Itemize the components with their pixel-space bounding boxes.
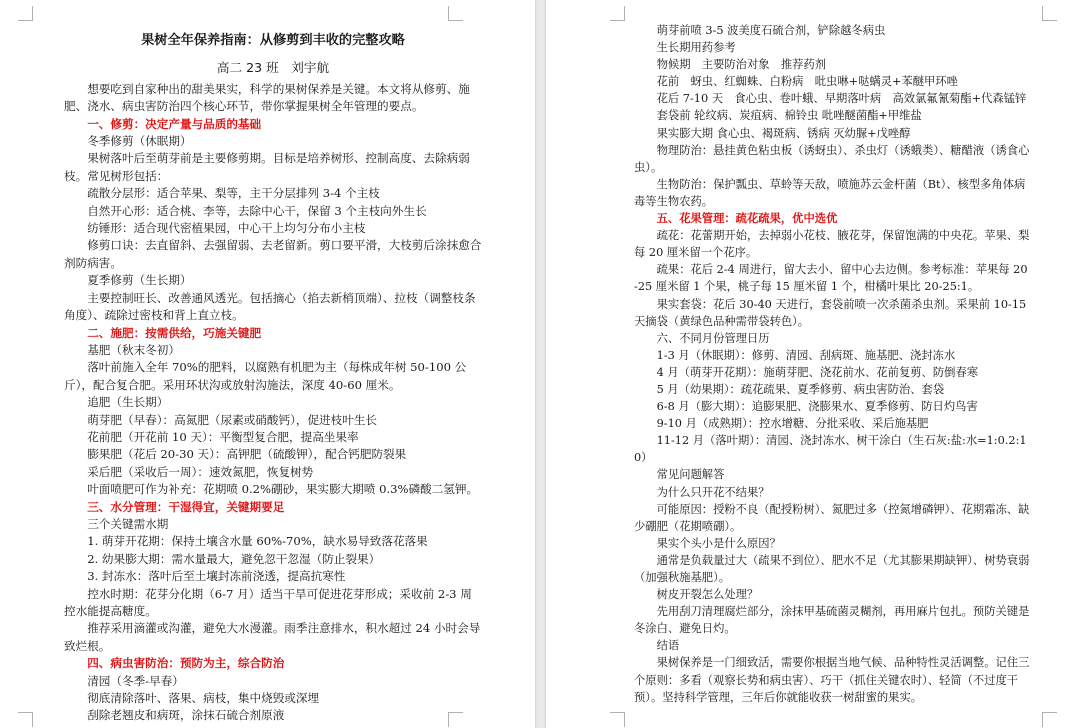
crop-mark — [1042, 6, 1057, 21]
list-item: 3. 封冻水：落叶后至土壤封冻前浇透，提高抗寒性 — [87, 569, 346, 584]
paragraph: 果树落叶后至萌芽前是主要修剪期。目标是培养树形、控制高度、去除病弱枝。常见树形包括： — [64, 151, 470, 183]
subheading: 六、不同月份管理日历 — [656, 331, 770, 345]
subheading: 结语 — [656, 639, 680, 653]
paragraph: 果实套袋：花后 30-40 天进行，套袋前喷一次杀菌杀虫剂。采果前 10-15 天摘袋（黄绿色品种需带袋转色）。 — [634, 297, 1027, 328]
list-item: 4 月（萌芽开花期）：施萌芽肥、浇花前水、花前复剪、防倒春寒 — [656, 365, 979, 379]
crop-mark — [448, 6, 463, 21]
list-item: 彻底清除落叶、落果、病枝，集中烧毁或深埋 — [87, 691, 320, 706]
crop-mark — [610, 712, 625, 727]
question: 果实个头小是什么原因？ — [656, 536, 781, 550]
page-left-text[interactable] — [64, 34, 482, 725]
section-heading: 四、病虫害防治：预防为主，综合防治 — [87, 656, 285, 671]
crop-mark — [18, 712, 33, 727]
subheading: 生长期用药参考 — [656, 41, 736, 55]
paragraph: 落叶前施入全年 70%的肥料，以腐熟有机肥为主（每株成年树 50-100 公斤），配合复合肥。采用环状沟或放射沟施法，深度 40-60 厘米。 — [64, 360, 467, 392]
paragraph: 疏花：花蕾期开始，去掉弱小花枝、腋花芽，保留饱满的中央花。苹果、梨每 20 厘米留一个花序。 — [634, 229, 1030, 260]
paragraph: 想要吃到自家种出的甜美果实，科学的果树保养是关键。本文将从修剪、施肥、浇水、病虫害防治四个核心环节，带你掌握果树全年管理的要点。 — [64, 81, 470, 114]
list-item: 萌芽肥（早春）：高氮肥（尿素或硝酸钙），促进枝叶生长 — [87, 412, 378, 427]
list-item: 9-10 月（成熟期）：控水增糖、分批采收、采后施基肥 — [656, 417, 929, 431]
crop-mark — [610, 6, 625, 21]
subheading: 清园（冬季-早春） — [87, 673, 184, 688]
list-item: 5 月（幼果期）：疏花疏果、夏季修剪、病虫害防治、套袋 — [656, 382, 945, 396]
subheading: 追肥（生长期） — [87, 395, 169, 410]
list-item: 1-3 月（休眠期）：修剪、清园、刮病斑、施基肥、浇封冻水 — [656, 348, 956, 362]
question: 树皮开裂怎么处理？ — [656, 588, 759, 602]
subheading: 三个关键需水期 — [87, 516, 169, 531]
table-row: 果实膨大期 食心虫、褐斑病、锈病 灭幼脲+戊唑醇 — [656, 126, 911, 140]
subheading: 基肥（秋末冬初） — [87, 342, 180, 357]
table-row: 花前 蚜虫、红蜘蛛、白粉病 吡虫啉+哒螨灵+苯醚甲环唑 — [656, 75, 958, 89]
list-item: 花前肥（开花前 10 天）：平衡型复合肥，提高坐果率 — [87, 429, 359, 444]
subheading: 冬季修剪（休眠期） — [87, 134, 192, 149]
paragraph: 控水时期：花芽分化期（6-7 月）适当干旱可促进花芽形成；采收前 2-3 周控水能提高糖度。 — [64, 586, 472, 618]
paragraph: 疏果：花后 2-4 周进行，留大去小、留中心去边侧。参考标准：苹果每 20-25 厘米留 1 个果，桃子每 15 厘米留 1 个，柑橘叶果比 20-25:1。 — [634, 263, 1028, 294]
list-item: 疏散分层形：适合苹果、梨等，主干分层排列 3-4 个主枝 — [87, 186, 380, 201]
paragraph: 修剪口诀：去直留斜、去强留弱、去老留新。剪口要平滑，大枝剪后涂抹愈合剂防病害。 — [64, 238, 482, 270]
table-row: 套袋前 轮纹病、炭疽病、棉铃虫 吡唑醚菌酯+甲维盐 — [656, 109, 922, 123]
paragraph: 生物防治：保护瓢虫、草蛉等天敌，喷施苏云金杆菌（Bt）、核型多角体病毒等生物农药。 — [634, 177, 1026, 208]
section-heading: 三、水分管理：干湿得宜，关键期要足 — [87, 499, 285, 514]
list-item: 膨果肥（花后 20-30 天）：高钾肥（硫酸钾），配合钙肥防裂果 — [87, 447, 407, 462]
paragraph: 物理防治：悬挂黄色粘虫板（诱蚜虫）、杀虫灯（诱蛾类）、糖醋液（诱食心虫）。 — [634, 143, 1030, 174]
section-heading: 一、修剪：决定产量与品质的基础 — [87, 116, 262, 131]
section-heading: 二、施肥：按需供给，巧施关键肥 — [87, 325, 262, 340]
crop-mark — [18, 6, 33, 21]
subheading: 夏季修剪（生长期） — [87, 273, 192, 288]
paragraph: 叶面喷肥可作为补充：花期喷 0.2%硼砂，果实膨大期喷 0.3%磷酸二氢钾。 — [87, 482, 479, 497]
list-item: 采后肥（采收后一周）：速效氮肥，恢复树势 — [87, 464, 314, 479]
answer: 通常是负载量过大（疏果不到位）、肥水不足（尤其膨果期缺钾）、树势衰弱（加强秋施基肥）。 — [634, 553, 1030, 584]
subheading: 常见问题解答 — [656, 468, 725, 482]
document-author: 高二 23 班 刘宇航 — [216, 60, 330, 76]
table-header-row: 物候期 主要防治对象 推荐药剂 — [656, 58, 827, 72]
answer: 可能原因：授粉不良（配授粉树）、氮肥过多（控氮增磷钾）、花期霜冻、缺少硼肥（花期喷硼）。 — [634, 502, 1030, 533]
document-title: 果树全年保养指南：从修剪到丰收的完整攻略 — [141, 33, 405, 48]
list-item: 1. 萌芽开花期：保持土壤含水量 60%-70%，缺水易导致落花落果 — [87, 534, 428, 549]
paragraph: 主要控制旺长、改善通风透光。包括摘心（掐去新梢顶端）、拉枝（调整枝条角度）、疏除过密枝和背上直立枝。 — [64, 290, 476, 323]
list-item: 2. 幼果膨大期：需水量最大，避免忽干忽湿（防止裂果） — [87, 551, 381, 566]
section-heading: 五、花果管理：疏花疏果，优中选优 — [656, 211, 838, 226]
list-item: 11-12 月（落叶期）：清园、浇封冻水、树干涂白（生石灰:盐:水=1:0.2:10） — [634, 434, 1027, 465]
table-row: 花后 7-10 天 食心虫、卷叶蛾、早期落叶病 高效氯氟氰菊酯+代森锰锌 — [656, 92, 1027, 106]
page-left — [0, 0, 535, 728]
list-item: 刮除老翘皮和病斑，涂抹石硫合剂原液 — [87, 708, 285, 723]
answer: 先用刮刀清理腐烂部分，涂抹甲基硫菌灵糊剂，再用麻片包扎。预防关键是冬涂白、避免日灼。 — [634, 605, 1030, 636]
crop-mark — [1042, 712, 1057, 727]
paragraph: 推荐采用滴灌或沟灌，避免大水漫灌。雨季注意排水，积水超过 24 小时会导致烂根。 — [64, 621, 481, 653]
page-right — [546, 0, 1080, 728]
list-item: 萌芽前喷 3-5 波美度石硫合剂，铲除越冬病虫 — [656, 24, 886, 37]
page-right-text[interactable] — [634, 22, 1030, 706]
list-item: 纺锤形：适合现代密植果园，中心干上均匀分布小主枝 — [87, 221, 366, 236]
paragraph: 果树保养是一门细致活，需要你根据当地气候、品种特性灵活调整。记住三个原则：多看（观察长势和病虫害）、巧干（抓住关键农时）、轻简（不过度干预）。坚持科学管理，三年后你就能收获一树甜蜜的果实。 — [634, 656, 1030, 704]
question: 为什么只开花不结果？ — [656, 485, 770, 499]
list-item: 自然开心形：适合桃、李等，去除中心干，保留 3 个主枝向外生长 — [87, 203, 427, 218]
list-item: 6-8 月（膨大期）：追膨果肥、浇膨果水、夏季修剪、防日灼鸟害 — [656, 400, 978, 414]
